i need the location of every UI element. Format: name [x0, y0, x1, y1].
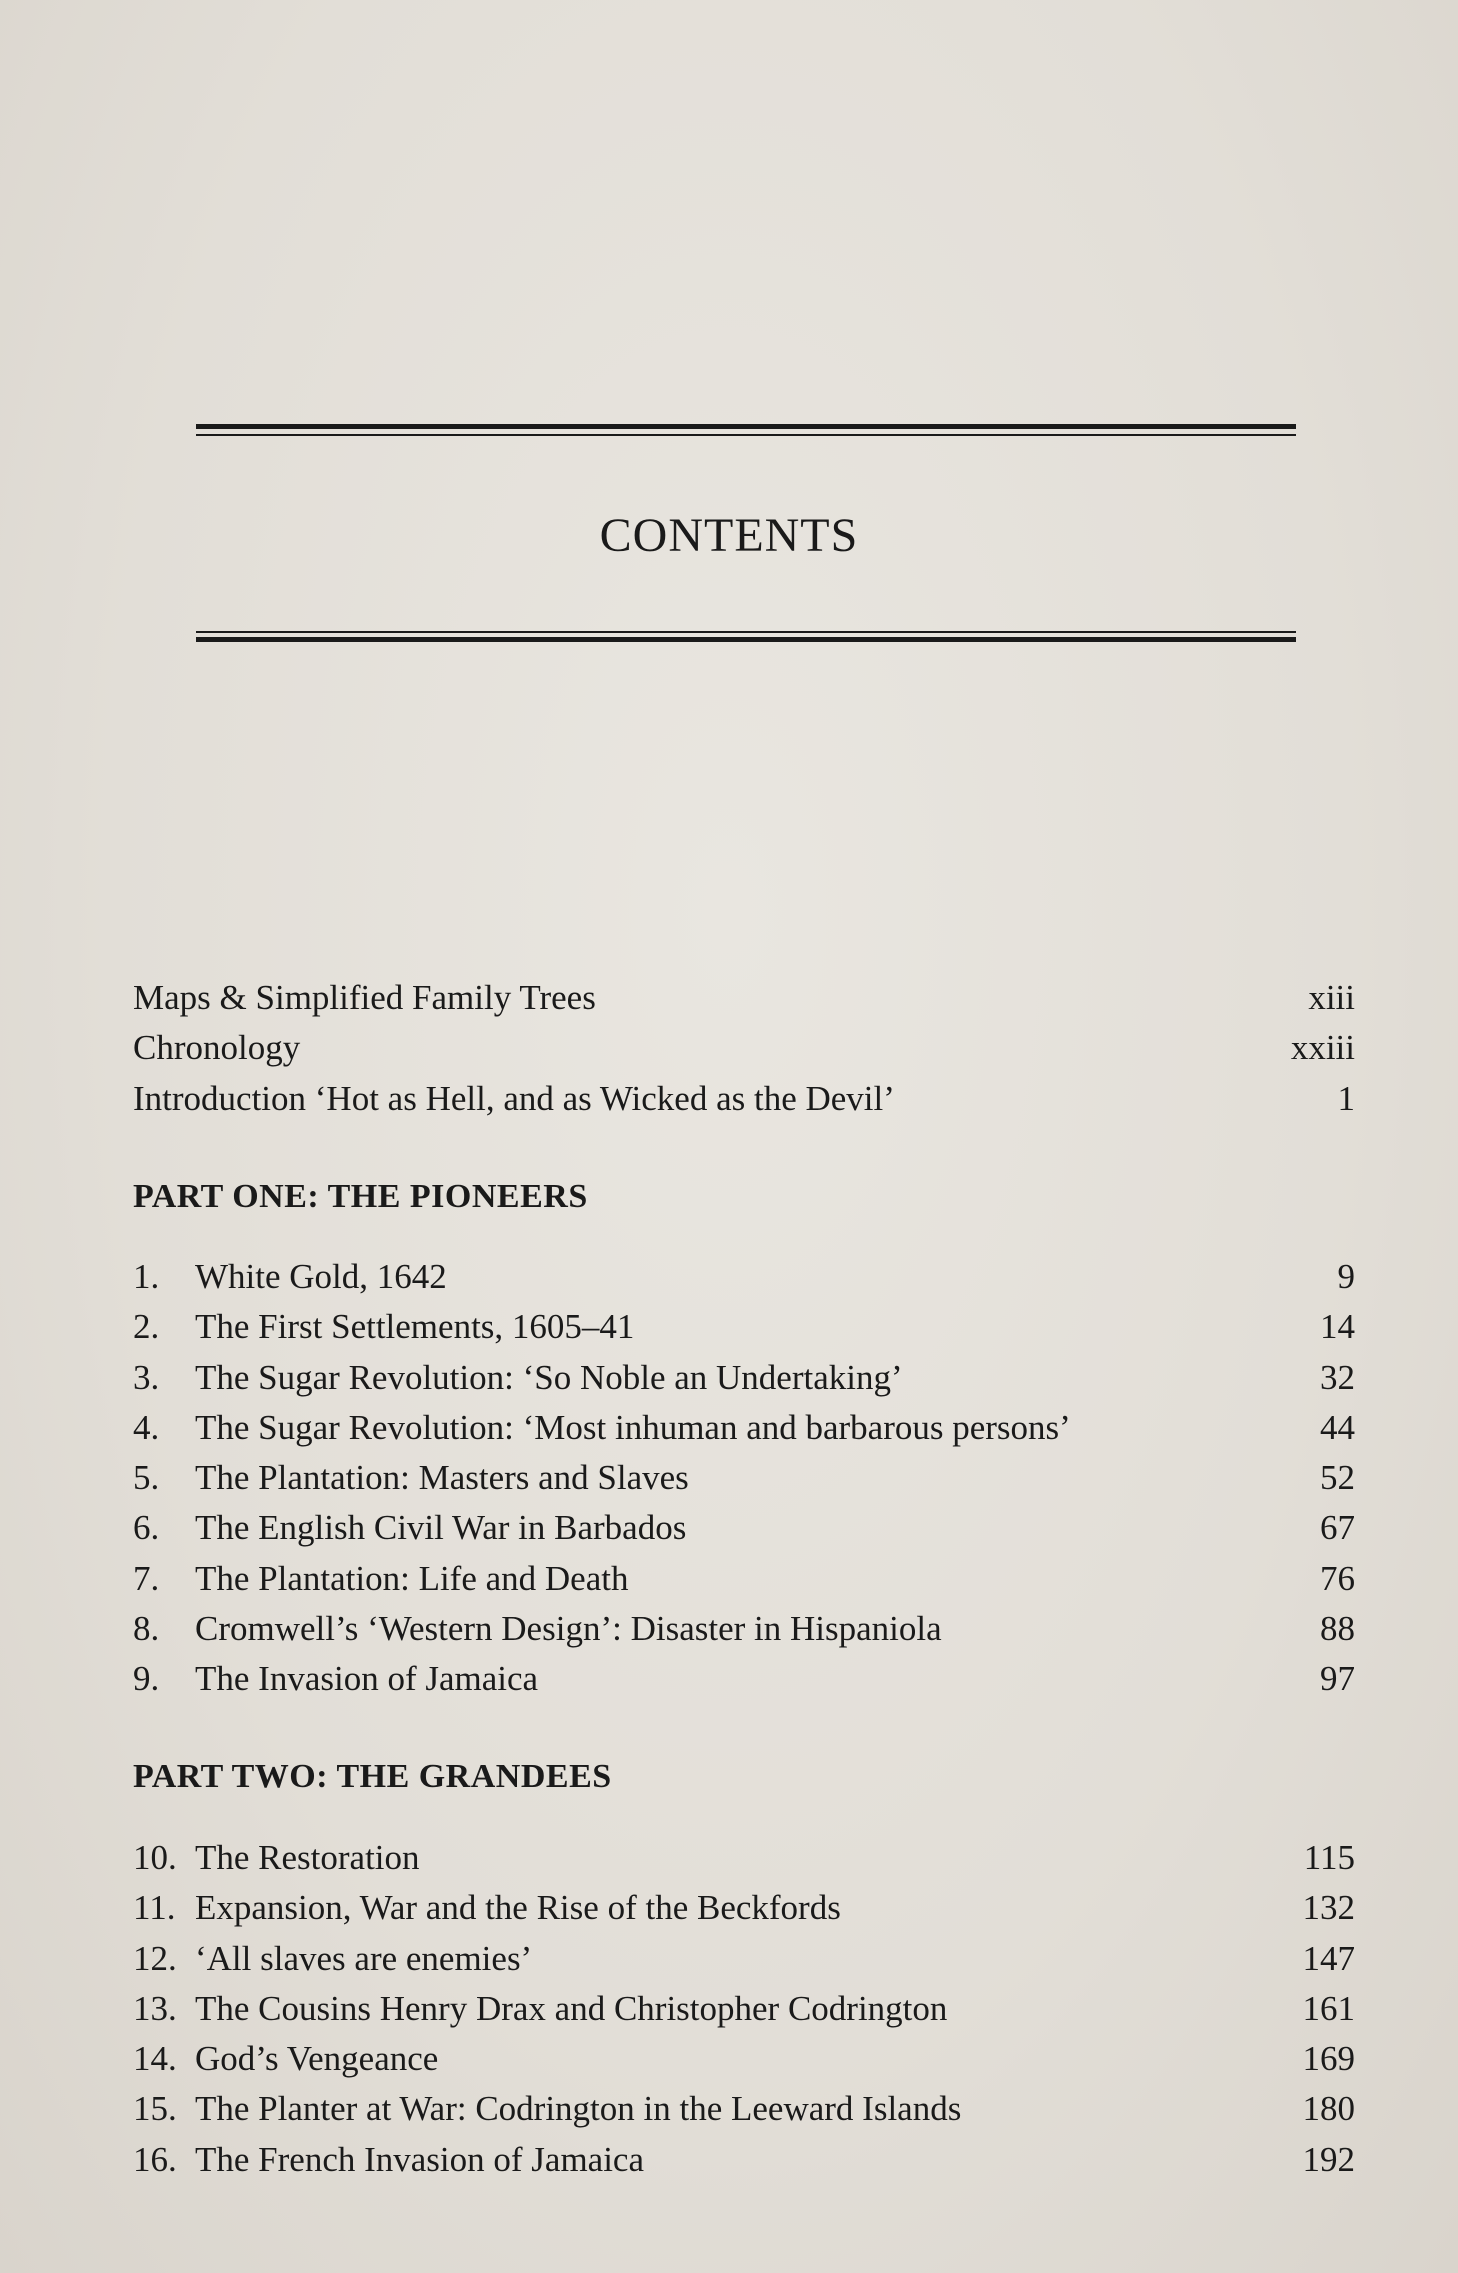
chapter-page: 14 [1320, 1307, 1355, 1347]
chapter-title: The Plantation: Masters and Slaves [195, 1458, 689, 1498]
chapter-number: 11. [133, 1888, 176, 1928]
toc-chapter-13[interactable] [133, 1984, 1355, 2034]
chapter-page: 169 [1302, 2039, 1355, 2079]
toc-entry-maps[interactable] [133, 973, 1355, 1023]
chapter-title: The First Settlements, 1605–41 [195, 1307, 635, 1347]
page-title: CONTENTS [599, 509, 859, 562]
chapter-page: 88 [1320, 1609, 1355, 1649]
front-matter-list [133, 973, 1355, 1124]
toc-chapter-9[interactable] [133, 1654, 1355, 1704]
chapter-title: The Restoration [195, 1838, 420, 1877]
chapter-title: ‘All slaves are enemies’ [195, 1938, 533, 1978]
toc-entry-title: Introduction ‘Hot as Hell, and as Wicked as the Devil’ [133, 1078, 895, 1118]
chapter-title: God’s Vengeance [195, 2039, 439, 2079]
toc-chapter-16[interactable] [133, 2135, 1355, 2185]
chapter-number: 3. [133, 1357, 160, 1397]
header-rule-bottom-thick [196, 637, 1296, 642]
chapter-page: 115 [1303, 1838, 1355, 1877]
chapter-number: 9. [133, 1659, 160, 1699]
toc-entry-page: xxiii [1290, 1028, 1355, 1068]
part-one-chapter-list [133, 1252, 1355, 1705]
toc-chapter-11[interactable] [133, 1883, 1355, 1933]
chapter-number: 10. [133, 1838, 177, 1877]
chapter-title: The Planter at War: Codrington in the Leeward Islands [195, 2089, 962, 2129]
header-rule-top-thick [196, 424, 1296, 429]
chapter-number: 16. [133, 2139, 177, 2179]
part-one-heading: PART ONE: THE PIONEERS [133, 1178, 588, 1215]
chapter-number: 5. [133, 1458, 160, 1498]
chapter-page: 32 [1320, 1357, 1355, 1397]
toc-entry-chronology[interactable] [133, 1023, 1355, 1073]
toc-chapter-7[interactable] [133, 1554, 1355, 1604]
chapter-title: White Gold, 1642 [195, 1257, 447, 1296]
chapter-title: The Invasion of Jamaica [195, 1659, 539, 1699]
toc-chapter-12[interactable] [133, 1934, 1355, 1984]
chapter-number: 7. [133, 1558, 160, 1598]
chapter-page: 97 [1320, 1659, 1355, 1699]
toc-chapter-10[interactable] [133, 1833, 1355, 1883]
chapter-number: 13. [133, 1988, 177, 2028]
part-two-chapter-list [133, 1833, 1355, 2185]
toc-entry-introduction[interactable] [133, 1074, 1355, 1124]
toc-chapter-5[interactable] [133, 1453, 1355, 1503]
toc-chapter-3[interactable] [133, 1353, 1355, 1403]
part-two-heading: PART TWO: THE GRANDEES [133, 1758, 612, 1795]
chapter-title: The Plantation: Life and Death [195, 1558, 629, 1598]
chapter-title: The French Invasion of Jamaica [195, 2139, 645, 2179]
chapter-number: 6. [133, 1508, 160, 1548]
chapter-title: The Cousins Henry Drax and Christopher Codrington [195, 1988, 948, 2028]
chapter-title: The Sugar Revolution: ‘So Noble an Undertaking’ [195, 1357, 903, 1397]
header-rule-bottom-thin [196, 631, 1296, 633]
chapter-number: 12. [133, 1938, 177, 1978]
chapter-page: 147 [1302, 1938, 1355, 1978]
chapter-page: 192 [1302, 2139, 1355, 2179]
chapter-page: 52 [1320, 1458, 1355, 1498]
toc-chapter-1[interactable] [133, 1252, 1355, 1302]
chapter-page: 44 [1320, 1407, 1355, 1447]
chapter-number: 4. [133, 1407, 160, 1447]
toc-chapter-8[interactable] [133, 1604, 1355, 1654]
chapter-page: 67 [1320, 1508, 1355, 1548]
toc-chapter-15[interactable] [133, 2084, 1355, 2134]
chapter-title: Expansion, War and the Rise of the Beckfords [195, 1888, 841, 1928]
toc-chapter-14[interactable] [133, 2034, 1355, 2084]
toc-chapter-4[interactable] [133, 1403, 1355, 1453]
chapter-number: 14. [133, 2039, 177, 2079]
chapter-number: 8. [133, 1609, 160, 1649]
chapter-page: 161 [1302, 1988, 1355, 2028]
chapter-page: 132 [1302, 1888, 1355, 1928]
chapter-page: 76 [1320, 1558, 1355, 1598]
chapter-number: 15. [133, 2089, 177, 2129]
chapter-title: The English Civil War in Barbados [195, 1508, 687, 1548]
toc-chapter-6[interactable] [133, 1503, 1355, 1553]
chapter-title: The Sugar Revolution: ‘Most inhuman and barbarous persons’ [195, 1407, 1071, 1447]
chapter-number: 1. [133, 1257, 160, 1296]
toc-entry-page: 1 [1337, 1078, 1355, 1118]
toc-entry-title: Maps & Simplified Family Trees [133, 978, 596, 1017]
chapter-page: 9 [1337, 1257, 1355, 1296]
toc-chapter-2[interactable] [133, 1302, 1355, 1352]
toc-entry-title: Chronology [133, 1028, 301, 1068]
chapter-title: Cromwell’s ‘Western Design’: Disaster in Hispaniola [195, 1609, 942, 1649]
chapter-page: 180 [1302, 2089, 1355, 2129]
header-rule-top-thin [196, 434, 1296, 436]
chapter-number: 2. [133, 1307, 160, 1347]
toc-entry-page: xiii [1308, 978, 1355, 1017]
